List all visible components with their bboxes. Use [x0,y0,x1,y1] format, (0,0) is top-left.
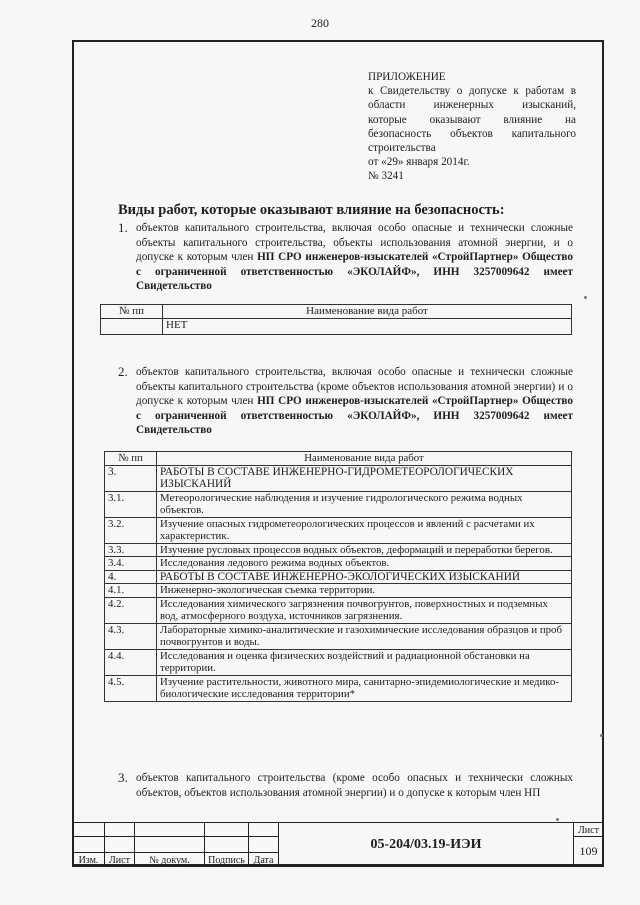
section-text: объектов капитального строительства, включая особо опасные и технически сложные объекты капитального строительства (кроме объектов использования атомной энергии) и о допуске к которым член [136,366,573,408]
appendix-number: № 3241 [368,170,404,183]
table-row [105,675,572,701]
table-cell-number: 4.3. [105,623,157,649]
section-text: объектов капитального строительства (кроме особо опасных и технически сложных объектов, объектов использования атомной энергии) и о допуске к которым член НП [136,772,573,799]
table-cell-number [101,318,163,334]
table-cell-number: 4.1. [105,584,157,598]
section-3 [118,770,573,800]
appendix-line: к Свидетельству о допуске к работам в [368,85,576,98]
column-header-number: № пп [101,305,163,319]
table-cell-name: Изучение растительности, животного мира, санитарно-эпидемиологические и медико-биологические исследования территории* [157,675,572,701]
section-number: 2. [118,364,128,379]
table-cell-name: Изучение опасных гидрометеорологических процессов и явлений с расчетами их характеристик. [157,517,572,543]
table-cell-number: 4. [105,570,157,584]
table-cell-number: 3.3. [105,543,157,557]
section-org: НП СРО инженеров-изыскателей «СтройПартнер» Общество с ограниченной ответственностью «ЭКОЛАЙФ», ИНН 3257009642 имеет Свидетельство [136,251,573,293]
table-row [105,517,572,543]
table-cell-name: Исследования и оценка физических воздействий и радиационной обстановки на территории. [157,649,572,675]
table-cell-number: 3.1. [105,491,157,517]
table-row [105,543,572,557]
document-code: 05-204/03.19-ИЭИ [279,823,574,867]
column-header-name: Наименование вида работ [163,305,572,319]
appendix-line: строительства [368,142,436,155]
scan-speck [584,296,587,299]
sheet-number: 109 [574,837,604,867]
table-row [105,584,572,598]
appendix-date: от «29» января 2014г. [368,156,470,169]
table-section-1 [100,304,572,335]
table-cell-name: Исследования химического загрязнения почвогрунтов, поверхностных и подземных вод, атмосферного воздуха, источников загрязнения. [157,597,572,623]
section-text: объектов капитального строительства, включая особо опасные и технически сложные объекты капитального строительства, объекты использования атомной энергии, и о допуске к которым член [136,222,573,264]
stamp-label-date: Дата [249,853,279,867]
table-cell-name: РАБОТЫ В СОСТАВЕ ИНЖЕНЕРНО-ЭКОЛОГИЧЕСКИХ ИЗЫСКАНИЙ [157,570,572,584]
appendix-line: которые оказывают влияние на [368,113,576,126]
table-row [105,597,572,623]
table-row [105,491,572,517]
page-heading: Виды работ, которые оказывают влияние на безопасность: [118,202,505,218]
table-cell-number: 4.5. [105,675,157,701]
table-cell-name: НЕТ [163,318,572,334]
section-number: 1. [118,220,128,235]
table-cell-name: Изучение русловых процессов водных объектов, деформаций и переработки берегов. [157,543,572,557]
stamp-label-list: Лист [105,853,135,867]
stamp-label-sign: Подпись [205,853,249,867]
table-row [105,570,572,584]
title-block [72,822,604,866]
table-row [105,623,572,649]
table-cell-name: Инженерно-экологическая съемка территории. [157,584,572,598]
stamp-label-izm: Изм. [73,853,105,867]
scan-speck [556,818,559,821]
table-cell-number: 3.4. [105,557,157,571]
table-cell-number: 4.2. [105,597,157,623]
table-cell-name: Исследования ледового режима водных объектов. [157,557,572,571]
appendix-line: безопасность объектов капитального [368,127,576,140]
section-1 [118,220,573,294]
table-cell-number: 3.2. [105,517,157,543]
section-org: НП СРО инженеров-изыскателей «СтройПартнер» Общество с ограниченной ответственностью «ЭКОЛАЙФ», ИНН 3257009642 имеет Свидетельство [136,395,573,437]
column-header-name: Наименование вида работ [157,452,572,466]
section-2 [118,364,573,438]
table-cell-number: 3. [105,465,157,491]
table-cell-name: Метеорологические наблюдения и изучение гидрологического режима водных объектов. [157,491,572,517]
table-cell-name: РАБОТЫ В СОСТАВЕ ИНЖЕНЕРНО-ГИДРОМЕТЕОРОЛОГИЧЕСКИХ ИЗЫСКАНИЙ [157,465,572,491]
table-cell-name: Лабораторные химико-аналитические и газохимические исследования образцов и проб почвогрунтов и воды. [157,623,572,649]
appendix-title: ПРИЛОЖЕНИЕ [368,71,446,83]
page-number: 280 [311,16,329,30]
table-row [105,465,572,491]
sheet-label: Лист [574,823,604,837]
table-row [105,649,572,675]
table-row [105,557,572,571]
section-number: 3. [118,770,128,785]
table-section-2 [104,451,572,702]
column-header-number: № пп [105,452,157,466]
appendix-line: области инженерных изысканий, [368,99,576,112]
table-cell-number: 4.4. [105,649,157,675]
scan-speck [600,734,603,737]
appendix-header [368,70,576,184]
stamp-label-doc: № докум. [135,853,205,867]
